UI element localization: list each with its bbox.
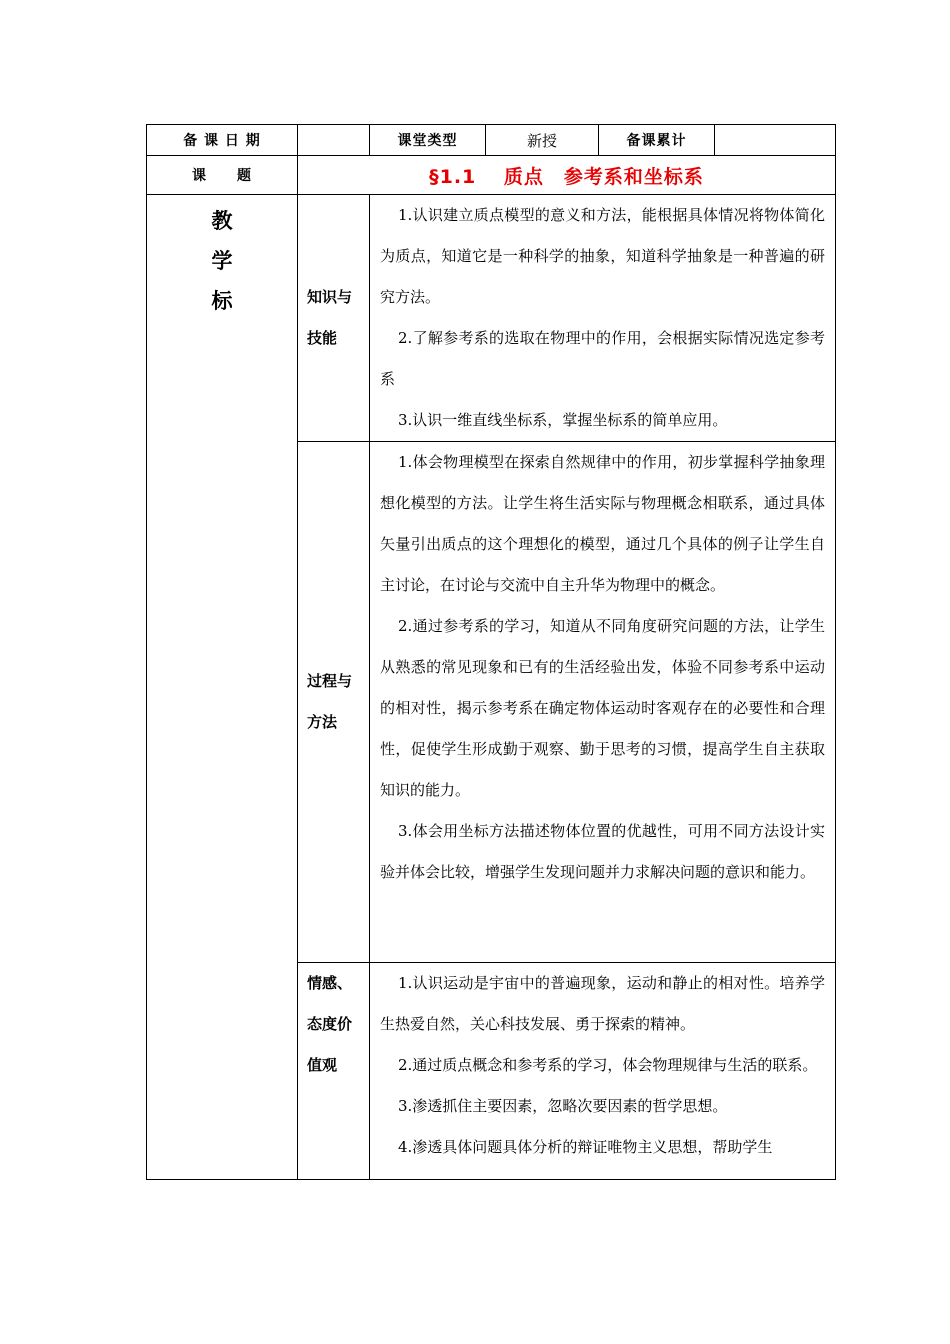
lesson-title: §1.1 质点 参考系和坐标系 bbox=[298, 156, 836, 195]
paragraph: 3.渗透抓住主要因素，忽略次要因素的哲学思想。 bbox=[398, 1097, 728, 1115]
category-process: 过程与方法 bbox=[298, 442, 370, 963]
class-type-value: 新授 bbox=[486, 125, 599, 156]
paragraph: 2.通过质点概念和参考系的学习，体会物理规律与生活的联系。 bbox=[398, 1056, 818, 1074]
date-value bbox=[298, 125, 370, 156]
total-label: 备课累计 bbox=[599, 125, 715, 156]
paragraph: 3.认识一维直线坐标系，掌握坐标系的简单应用。 bbox=[398, 411, 728, 429]
topic-label: 课 题 bbox=[147, 156, 298, 195]
total-value bbox=[715, 125, 836, 156]
content-process bbox=[370, 442, 836, 963]
paragraph: 3.体会用坐标方法描述物体位置的优越性，可用不同方法设计实验并体会比较，增强学生发现问题并力求解决问题的意识和能力。 bbox=[380, 822, 825, 881]
category-knowledge: 知识与技能 bbox=[298, 195, 370, 442]
topic-row bbox=[147, 156, 836, 195]
class-type-label: 课堂类型 bbox=[370, 125, 486, 156]
content-knowledge bbox=[370, 195, 836, 442]
lesson-plan-table bbox=[146, 124, 835, 1180]
objectives-side-label bbox=[147, 195, 298, 1180]
content-attitude bbox=[370, 963, 836, 1180]
side-char-3: 标 bbox=[211, 289, 233, 313]
paragraph: 1.认识建立质点模型的意义和方法，能根据具体情况将物体简化为质点，知道它是一种科学的抽象，知道科学抽象是一种普遍的研究方法。 bbox=[380, 206, 825, 306]
date-label: 备 课 日 期 bbox=[147, 125, 298, 156]
paragraph: 2.了解参考系的选取在物理中的作用，会根据实际情况选定参考系 bbox=[380, 329, 825, 388]
paragraph: 4.渗透具体问题具体分析的辩证唯物主义思想，帮助学生 bbox=[398, 1138, 773, 1156]
paragraph: 1.体会物理模型在探索自然规律中的作用，初步掌握科学抽象理想化模型的方法。让学生将生活实际与物理概念相联系，通过具体矢量引出质点的这个理想化的模型，通过几个具体的例子让学生自主讨论，在讨论与交流中自主升华为物理中的概念。 bbox=[380, 453, 825, 594]
side-char-2: 学 bbox=[211, 249, 233, 273]
side-char-1: 教 bbox=[211, 209, 233, 233]
paragraph: 1.认识运动是宇宙中的普遍现象，运动和静止的相对性。培养学生热爱自然，关心科技发展、勇于探索的精神。 bbox=[380, 974, 825, 1033]
category-attitude: 情感、态度价值观 bbox=[298, 963, 370, 1180]
paragraph: 2.通过参考系的学习，知道从不同角度研究问题的方法，让学生从熟悉的常见现象和已有的生活经验出发，体验不同参考系中运动的相对性，揭示参考系在确定物体运动时客观存在的必要性和合理性，促使学生形成勤于观察、勤于思考的习惯，提高学生自主获取知识的能力。 bbox=[380, 617, 825, 799]
header-row bbox=[147, 125, 836, 156]
objective-row-knowledge bbox=[147, 195, 836, 442]
